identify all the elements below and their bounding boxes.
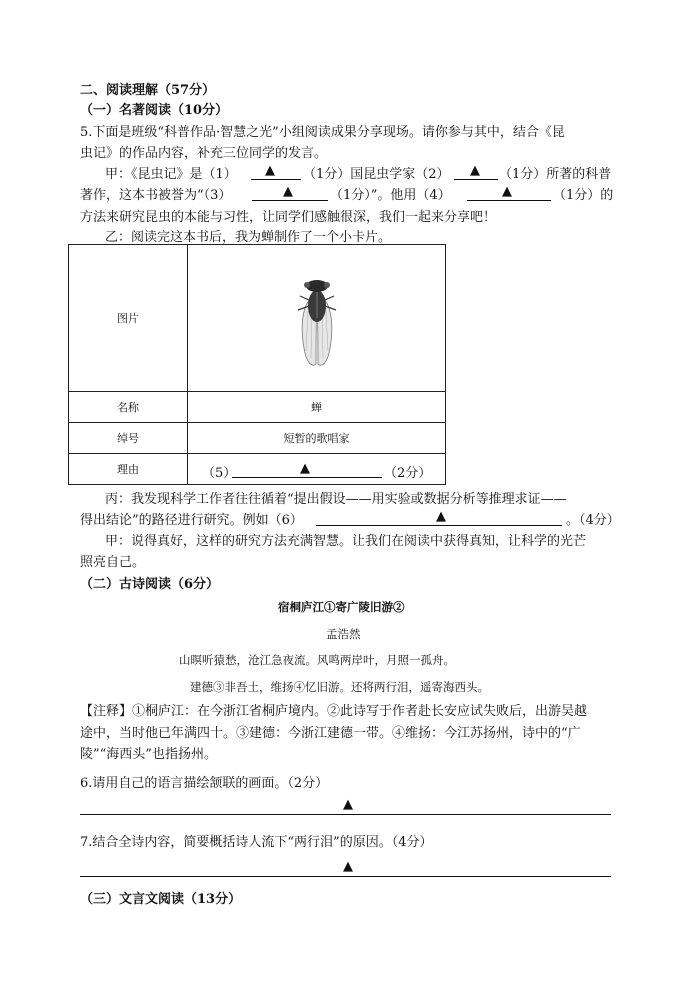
poem-title: 宿桐庐江①寄广陵旧游②	[278, 600, 405, 614]
blank-1-marker: ▲	[265, 163, 275, 178]
blank-3-marker: ▲	[283, 184, 293, 199]
card-reason-num: （5）	[202, 466, 237, 481]
yi-speech: 乙：阅读完这本书后，我为蝉制作了一个小卡片。	[105, 230, 392, 245]
note-line-1: 【注释】①桐庐江：在今浙江省桐庐境内。②此诗写于作者赴长安应试失败后，出游吴越	[80, 704, 588, 719]
blank-5-marker: ▲	[300, 461, 310, 476]
card-image-label: 图片	[69, 245, 188, 392]
poem-line-2: 建德③非吾土，维扬④忆旧游。还将两行泪，遥寄海西头。	[190, 680, 489, 694]
blank-1-line[interactable]	[251, 179, 301, 180]
jia-speech-2a: 著作，这本书被誉为“（3）	[80, 188, 232, 203]
card-nickname-value: 短暂的歌唱家	[188, 423, 446, 454]
blank-4-line[interactable]	[467, 200, 551, 201]
jia-speech-2c: （1分）的	[553, 188, 614, 203]
bing-speech-2a: 得出结论”的路径进行研究。例如（6）	[80, 513, 303, 528]
blank-5-line[interactable]	[232, 477, 382, 478]
part3-title: （三）文言文阅读（13分）	[80, 892, 242, 907]
cicada-card	[68, 244, 446, 485]
question-6: 6.请用自己的语言描绘颔联的画面。（2分）	[80, 776, 329, 791]
card-reason-score: （2分）	[384, 466, 432, 481]
q5-text-line2: 虫记》的作品内容，补充三位同学的发言。	[80, 146, 328, 161]
card-reason-cell	[188, 454, 446, 485]
jia-closing-1: 甲：说得真好，这样的研究方法充满智慧。让我们在阅读中获得真知，让科学的光芒	[105, 534, 587, 549]
answer-6-marker: ▲	[343, 797, 353, 812]
card-name-label: 名称	[69, 392, 188, 423]
blank-6-line[interactable]	[316, 525, 562, 526]
jia-speech-2b: （1分）”。他用（4）	[330, 188, 451, 203]
poem-line-1: 山暝听猿愁，沧江急夜流。风鸣两岸叶，月照一孤舟。	[179, 653, 455, 667]
card-reason-label: 理由	[69, 454, 188, 485]
section-title: 二、阅读理解（57分）	[80, 83, 216, 98]
blank-4-marker: ▲	[502, 184, 512, 199]
blank-2-marker: ▲	[470, 163, 480, 178]
blank-6-marker: ▲	[436, 509, 446, 524]
cicada-image	[282, 266, 352, 371]
note-line-2: 途中，当时他已年满四十。③建德：今浙江建德一带。④维扬：今江苏扬州，诗中的“广	[80, 726, 581, 741]
card-name-value: 蝉	[188, 392, 446, 423]
part1-title: （一）名著阅读（10分）	[80, 103, 229, 118]
poem-author: 孟浩然	[326, 627, 361, 641]
jia-speech-1a: 甲：《昆虫记》是（1）	[105, 167, 237, 182]
blank-3-line[interactable]	[252, 200, 328, 201]
jia-closing-2: 照亮自己。	[80, 555, 146, 570]
q5-text-line1: 5.下面是班级“科普作品·智慧之光”小组阅读成果分享现场。请你参与其中，结合《昆	[80, 125, 565, 140]
answer-6-line[interactable]	[80, 814, 611, 815]
jia-speech-1b: （1分）国昆虫学家（2）	[303, 167, 450, 182]
card-image-cell	[188, 245, 446, 392]
note-line-3: 陵”“海西头”也指扬州。	[80, 747, 217, 762]
question-7: 7.结合全诗内容，简要概括诗人流下“两行泪”的原因。（4分）	[80, 835, 433, 850]
card-nickname-label: 绰号	[69, 423, 188, 454]
bing-speech-1: 丙：我发现科学工作者往往循着“提出假设——用实验或数据分析等推理求证——	[105, 492, 567, 507]
answer-7-marker: ▲	[343, 859, 353, 874]
jia-speech-1c: （1分）所著的科普	[499, 167, 612, 182]
blank-2-line[interactable]	[454, 179, 498, 180]
jia-speech-3: 方法来研究昆虫的本能与习性，让同学们感触很深，我们一起来分享吧！	[80, 210, 497, 225]
answer-7-line[interactable]	[80, 876, 611, 877]
part2-title: （二）古诗阅读（6分）	[80, 577, 220, 592]
bing-speech-2b: 。（4分）	[566, 513, 620, 528]
